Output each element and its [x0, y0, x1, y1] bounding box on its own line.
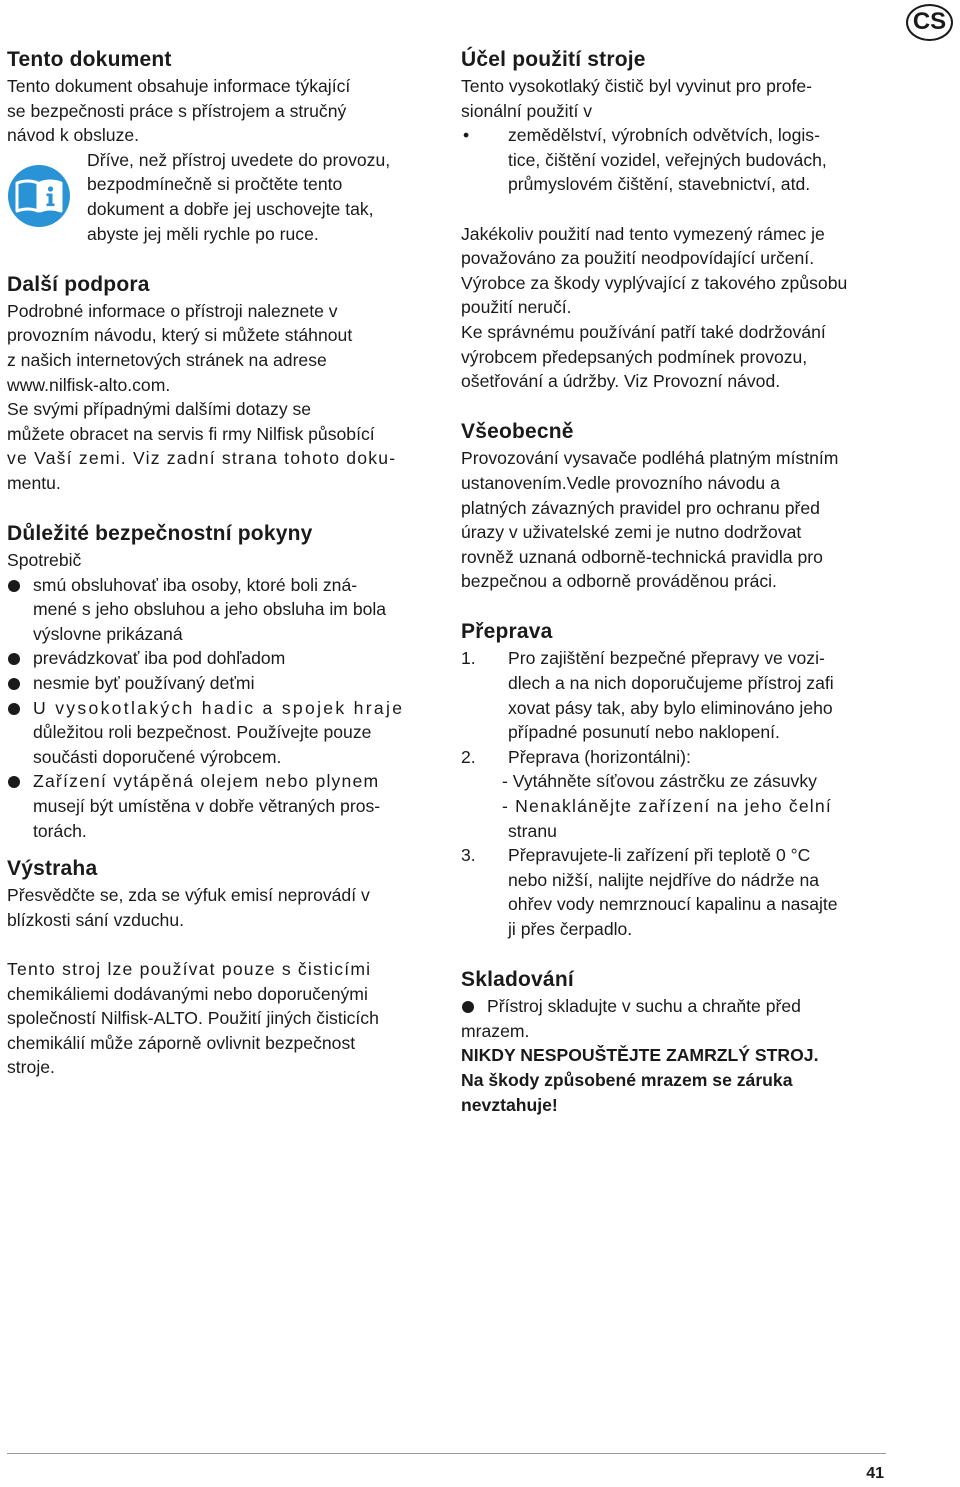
step-number: 2.: [461, 746, 476, 767]
text-line: rovněž uznaná odborně-technická pravidla pro: [461, 546, 823, 567]
step-item: 2. Přeprava (horizontálni): - Vytáhněte síťovou zástrčku ze zásuvky - Nenaklánějte zařízení na jeho čelní stranu: [461, 746, 832, 841]
section-bezpecnostni-pokyny: [7, 520, 435, 843]
text-line: platných závazných pravidel pro ochranu před: [461, 497, 820, 518]
text-line: Tento stroj lze používat pouze s čisticími: [7, 959, 372, 979]
section-title: Další podpora: [7, 272, 150, 296]
text-line: považováno za použití neodpovídající určení.: [461, 248, 815, 269]
safety-list: [7, 573, 435, 844]
section-tento-dokument: [7, 46, 435, 246]
text-line: mentu.: [7, 472, 61, 493]
section-vystraha: [7, 855, 435, 1080]
step-number: 1.: [461, 648, 476, 669]
text-line: můžete obracet na servis fi rmy Nilfisk působící: [7, 423, 375, 444]
step-item: 1. Pro zajištění bezpečné přepravy ve vozi- dlech a na nich doporučujeme přístroj zafi xovat pásy tak, aby bylo eliminováno jeho případné posunutí nebo naklopení.: [461, 648, 834, 743]
text-line: abyste jej měli rychle po ruce.: [87, 223, 319, 244]
text-line: Přesvědčte se, zda se výfuk emisí neprovádí v: [7, 885, 370, 906]
list-item: prevádzkovať iba pod dohľadom: [7, 646, 435, 671]
usage-list: [461, 123, 889, 197]
section-title: Všeobecně: [461, 420, 574, 444]
warning-text: NIKDY NESPOUŠTĚJTE ZAMRZLÝ STROJ.: [461, 1045, 819, 1066]
section-skladovani: [461, 966, 889, 1117]
section-preprava: [461, 618, 889, 941]
text-line: chemikálií může záporně ovlivnit bezpečnost: [7, 1032, 356, 1053]
text-line: společností Nilfisk-ALTO. Použití jiných čisticích: [7, 1008, 379, 1029]
section-vseobecne: [461, 418, 889, 594]
text-line: blízkosti sání vzduchu.: [7, 909, 185, 930]
warning-text: Na škody způsobené mrazem se záruka: [461, 1069, 793, 1090]
text-line: Ke správnému používání patří také dodržování: [461, 321, 826, 342]
list-item: Zařízení vytápěná olejem nebo plynem musejí být umístěna v dobře větraných pros- torách.: [7, 769, 435, 843]
section-title: Účel použití stroje: [461, 48, 646, 71]
text-line: Provozování vysavače podléhá platným místním: [461, 448, 839, 469]
text-line: ve Vaší zemi. Viz zadní strana tohoto doku-: [7, 448, 397, 469]
text-line: Výrobce za škody vyplývající z takového způsobu: [461, 272, 848, 293]
step-number: 3.: [461, 845, 476, 866]
text-line: provozním návodu, který si můžete stáhnout: [7, 325, 353, 346]
text-line: mrazem.: [461, 1020, 530, 1041]
text-line: sionální použití v: [461, 100, 593, 121]
text-line: ošetřování a údržby. Viz Provozní návod.: [461, 371, 781, 392]
text-line: Se svými případnými dalšími dotazy se: [7, 399, 312, 420]
warning-text: nevztahuje!: [461, 1094, 558, 1115]
section-title: Přeprava: [461, 620, 553, 644]
section-title: Tento dokument: [7, 48, 172, 71]
text-line: Jakékoliv použití nad tento vymezený rámec je: [461, 223, 825, 244]
text-line: chemikáliemi dodávanými nebo doporučenými: [7, 983, 368, 1004]
text-line: dokument a dobře jej uschovejte tak,: [87, 198, 374, 219]
info-book-icon: [7, 164, 71, 228]
footer-divider: [7, 1453, 886, 1454]
text-line: použití neručí.: [461, 297, 572, 318]
text-line: Spotrebič: [7, 550, 82, 571]
website-url: www.nilfisk-alto.com.: [7, 374, 171, 395]
text-line: úrazy v uživatelské zemi je nutno dodržovat: [461, 522, 802, 543]
text-line: bezpečnou a odborně prováděnou práci.: [461, 571, 777, 592]
text-line: návod k obsluze.: [7, 125, 140, 146]
text-line: Podrobné informace o přístroji naleznete v: [7, 300, 338, 321]
section-title: Důležité bezpečnostní pokyny: [7, 522, 313, 546]
transport-steps: [461, 646, 889, 941]
section-ucel-pouziti: [461, 46, 889, 394]
right-column: [461, 46, 889, 1117]
info-note: [7, 148, 435, 246]
list-item: U vysokotlakých hadic a spojek hraje důležitou roli bezpečnost. Používejte pouze součásti doporučené výrobcem.: [7, 696, 435, 770]
section-title: Výstraha: [7, 857, 98, 881]
left-column: [7, 46, 435, 1080]
text-line: se bezpečnosti práce s přístrojem a stručný: [7, 100, 347, 121]
section-title: Skladování: [461, 968, 574, 992]
list-item: smú obsluhovať iba osoby, ktoré boli zná- mené s jeho obsluhou a jeho obsluha im bola výslovne prikázaná: [7, 573, 435, 647]
list-item: Přístroj skladujte v suchu a chraňte před: [461, 994, 889, 1019]
text-line: stroje.: [7, 1057, 55, 1078]
text-line: ustanovením.Vedle provozního návodu a: [461, 472, 780, 493]
section-dalsi-podpora: [7, 271, 435, 496]
text-line: Tento vysokotlaký čistič byl vyvinut pro profe-: [461, 76, 813, 96]
list-item: nesmie byť používaný deťmi: [7, 671, 435, 696]
text-line: z našich internetových stránek na adrese: [7, 349, 327, 370]
text-line: Dříve, než přístroj uvedete do provozu,: [87, 149, 391, 170]
text-line: bezpodmínečně si pročtěte tento: [87, 174, 343, 195]
text-line: Tento dokument obsahuje informace týkající: [7, 76, 351, 96]
text-line: výrobcem předepsaných podmínek provozu,: [461, 346, 808, 367]
list-item: • zemědělství, výrobních odvětvích, logis- tice, čištění vozidel, veřejných budovách, průmyslovém čištění, stavebnictví, atd.: [461, 123, 889, 197]
page-number: 41: [866, 1465, 884, 1482]
language-badge: CS: [906, 4, 953, 41]
step-item: 3. Přepravujete-li zařízení při teplotě 0 °C nebo nižší, nalijte nejdříve do nádrže na ohřev vody nemrznoucí kapalinu a nasajte ji přes čerpadlo.: [461, 845, 838, 939]
